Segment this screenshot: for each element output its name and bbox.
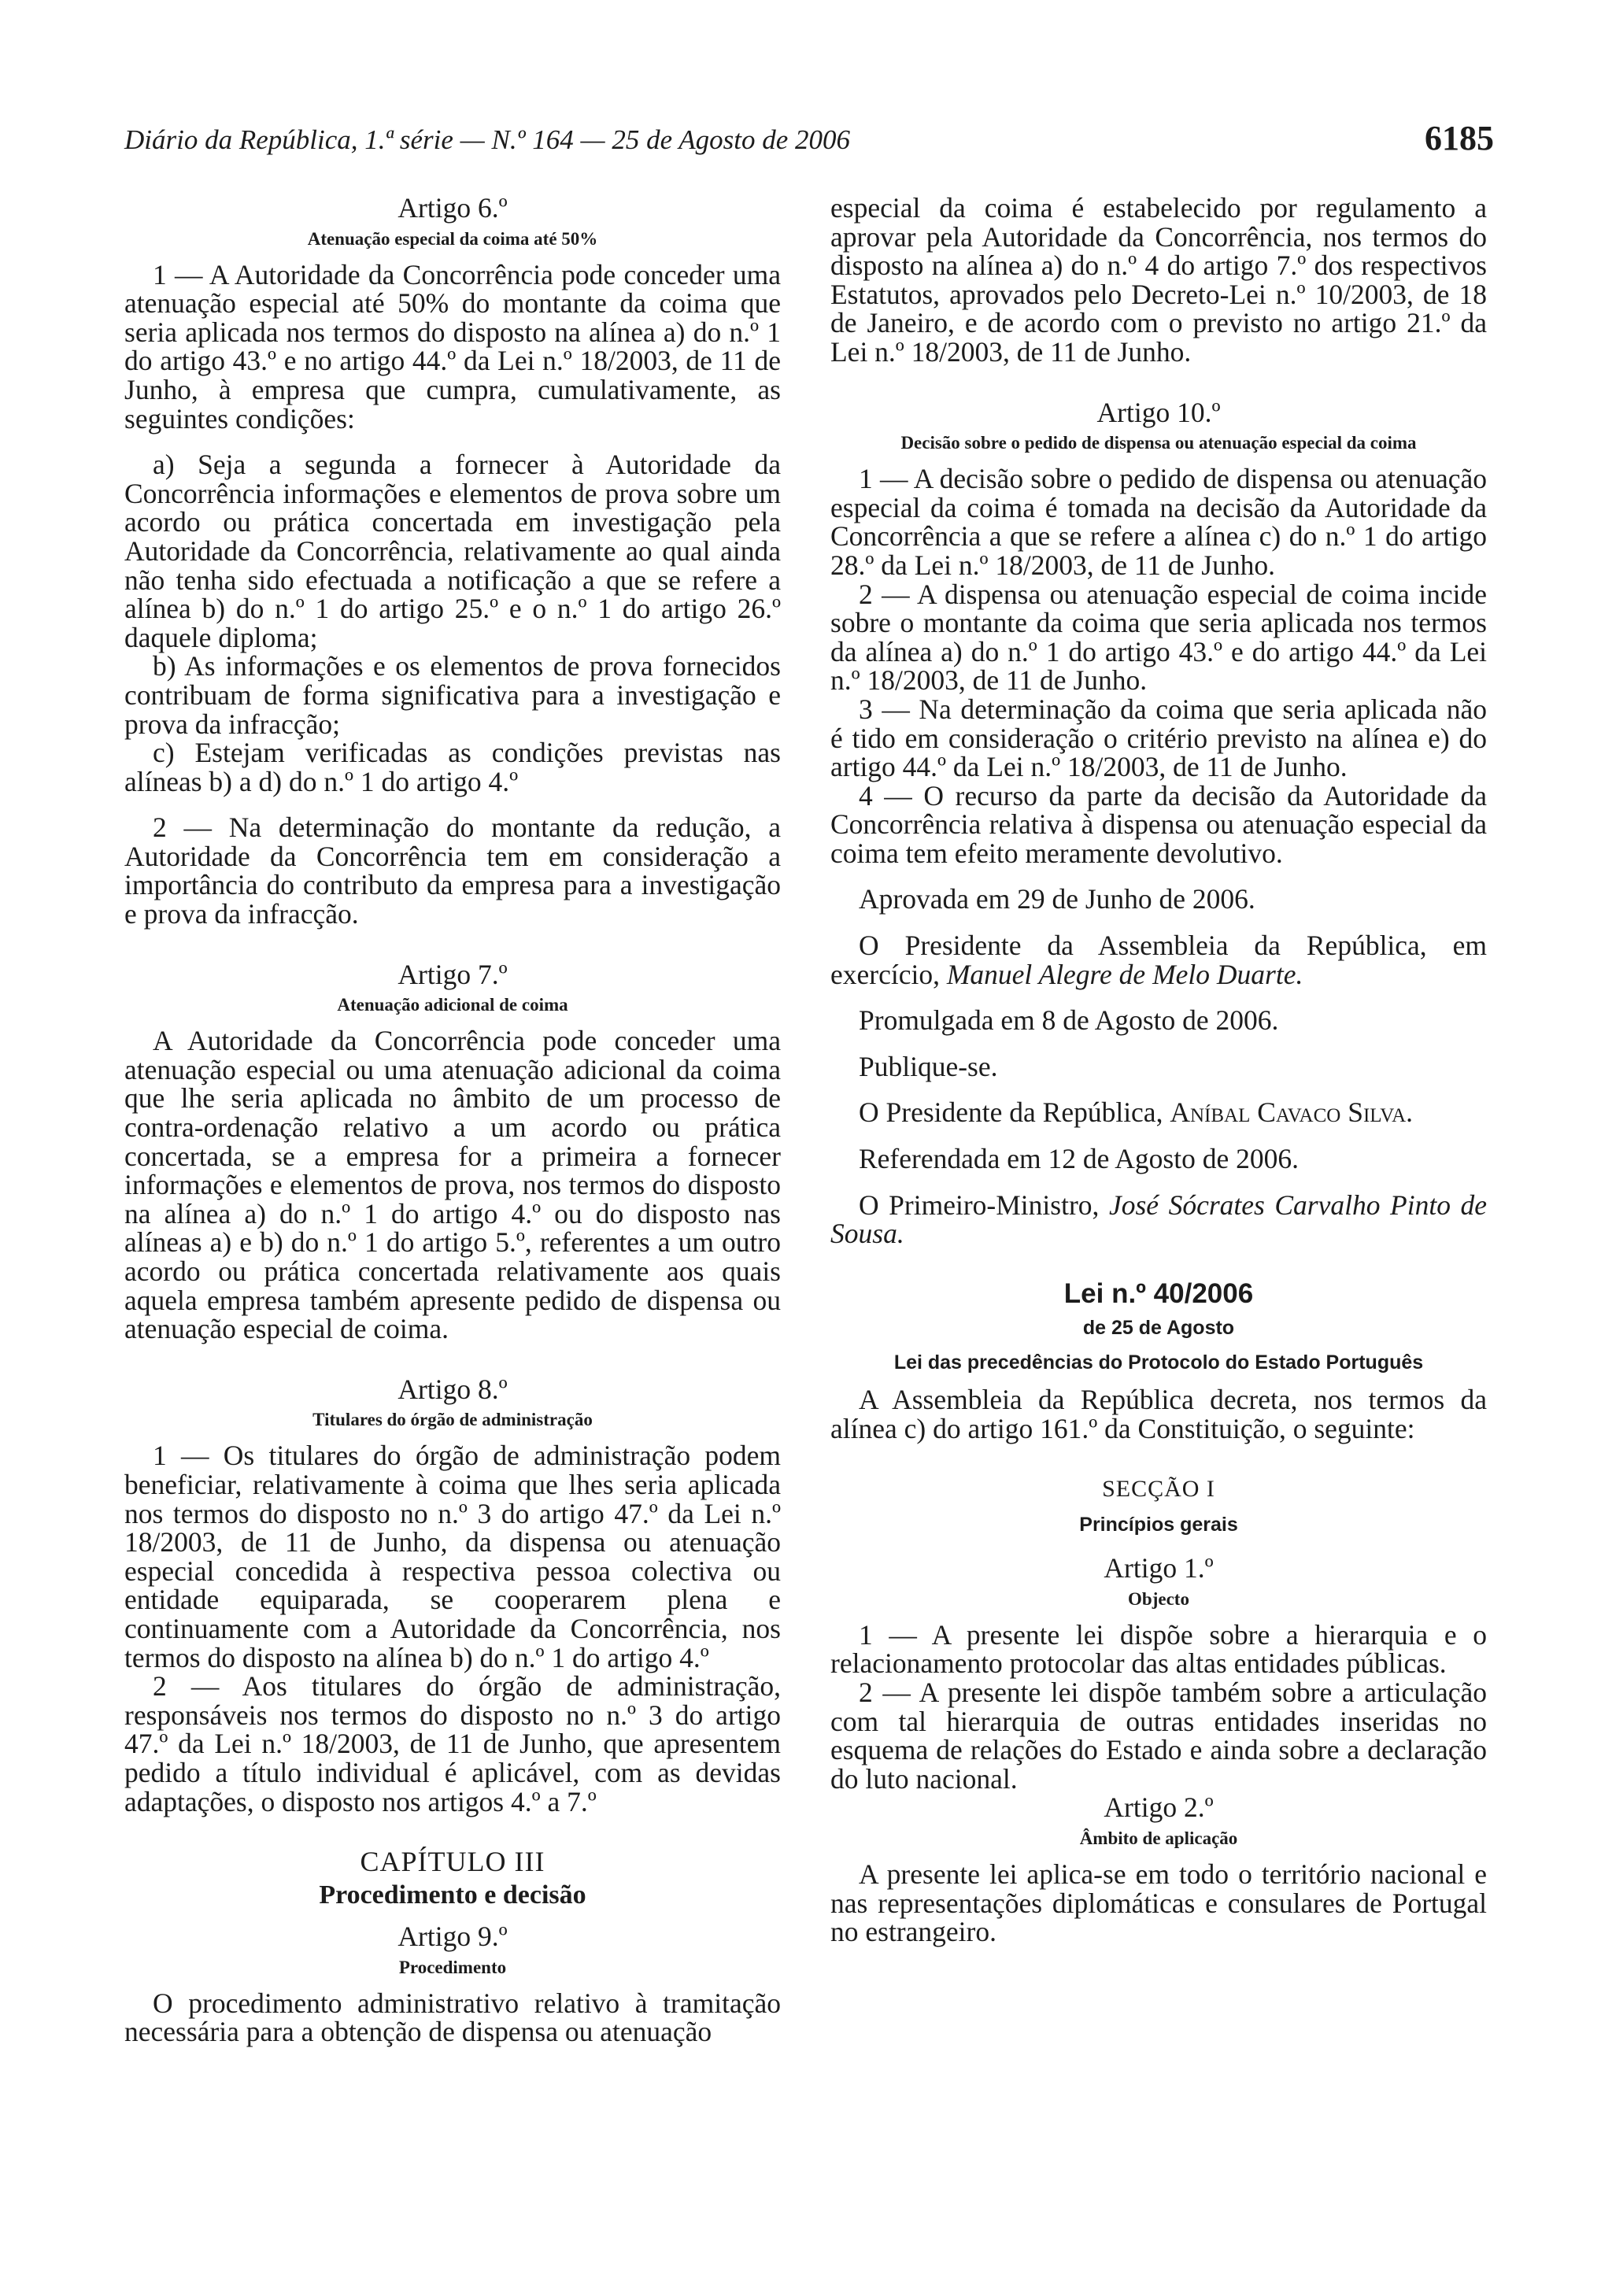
page-number: 6185 [1425, 119, 1494, 157]
article-9-continuation: especial da coima é estabelecido por regulamento a aprovar pela Autoridade da Concorrência, nos termos do disposto na alínea a) do n.º 4 do artigo 7.º dos respectivos Estatutos, aprovados pelo Decreto-Lei n.º 10/2003, de 18 de Janeiro, e de acordo com o previsto no artigo 21.º da Lei n.º 18/2003, de 11 de Junho. [830, 192, 1487, 368]
article-7-title: Artigo 7.º [397, 958, 508, 990]
law-title: Lei n.º 40/2006 [1063, 1277, 1254, 1309]
article-10-paragraph-4: 4 — O recurso da parte da decisão da Autoridade da Concorrência relativa à dispensa ou atenuação especial da coima tem efeito meramente devolutivo. [830, 779, 1487, 869]
law-date: de 25 de Agosto [1082, 1317, 1235, 1340]
section-subtitle: Princípios gerais [1079, 1514, 1238, 1536]
prime-minister-name: José Sócrates Carvalho Pinto de Sousa. [830, 1189, 1487, 1250]
publish-order: Publique-se. [859, 1050, 998, 1082]
law-article-1-paragraph-1: 1 — A presente lei dispõe sobre a hierarquia e o relacionamento protocolar das altas entidades públicas. [830, 1618, 1487, 1680]
promulgation-date: Promulgada em 8 de Agosto de 2006. [859, 1004, 1279, 1037]
law-article-2-paragraph-1: A presente lei aplica-se em todo o território nacional e nas representações diplomáticas e consulares de Portugal no estrangeiro. [830, 1858, 1487, 1948]
prime-minister-signature: O Primeiro-Ministro, José Sócrates Carvalho Pinto de Sousa. [830, 1189, 1487, 1250]
assembly-president-signature: O Presidente da Assembleia da República, em exercício, Manuel Alegre de Melo Duarte. [830, 930, 1487, 990]
article-10-title: Artigo 10.º [1096, 396, 1221, 428]
article-10-paragraph-2: 2 — A dispensa ou atenuação especial de coima incide sobre o montante da coima que seria aplicada nos termos da alínea a) do n.º 1 do artigo 43.º e do artigo 44.º da Lei n.º 18/2003, de 11 de Junho. [830, 578, 1487, 697]
article-6-paragraph-2: 2 — Na determinação do montante da redução, a Autoridade da Concorrência tem em consideração a importância do contributo da empresa para a investigação e prova da infracção. [124, 812, 781, 930]
section-title: SECÇÃO I [1102, 1475, 1215, 1502]
approval-date: Aprovada em 29 de Junho de 2006. [859, 883, 1255, 915]
article-6-paragraph-1: 1 — A Autoridade da Concorrência pode conceder uma atenuação especial até 50% do montante da coima que seria aplicada nos termos do disposto na alínea a) do n.º 1 do artigo 43.º e no artigo 44.º da Lei n.º 18/2003, de 11 de Junho, à empresa que cumpra, cumulativamente, as seguintes condições: [124, 258, 781, 434]
right-column [830, 194, 1487, 1947]
article-7-epigraph: Atenuação adicional de coima [337, 995, 568, 1015]
left-column [124, 194, 781, 2046]
article-8-title: Artigo 8.º [397, 1373, 508, 1405]
assembly-president-name: Manuel Alegre de Melo Duarte. [946, 958, 1303, 990]
law-article-1-title: Artigo 1.º [1104, 1552, 1214, 1584]
law-article-1-paragraph-2: 2 — A presente lei dispõe também sobre a articulação com tal hierarquia de outras entidades inseridas no esquema de relações do Estado e ainda sobre a declaração do luto nacional. [830, 1676, 1487, 1795]
article-9-title: Artigo 9.º [397, 1921, 508, 1953]
article-8-paragraph-1: 1 — Os titulares do órgão de administração podem beneficiar, relativamente à coima que lhes seria aplicada nos termos do disposto no n.º 3 do artigo 47.º da Lei n.º 18/2003, de 11 de Junho, da dispensa ou atenuação especial concedida à respectiva pessoa colectiva ou entidade equiparada, se cooperarem plena e continuamente com a Autoridade da Concorrência, nos termos do disposto na alínea b) do n.º 1 do artigo 4.º [124, 1440, 781, 1673]
law-article-2-title: Artigo 2.º [1104, 1791, 1214, 1824]
republic-president-signature: O Presidente da República, Aníbal Cavaco Silva. [859, 1096, 1414, 1129]
article-8-epigraph: Titulares do órgão de administração [312, 1410, 593, 1430]
article-10-epigraph: Decisão sobre o pedido de dispensa ou atenuação especial da coima [900, 433, 1417, 453]
article-6-item-b: b) As informações e os elementos de prova fornecidos contribuam de forma significativa para a investigação e prova da infracção; [124, 650, 781, 740]
law-article-2-epigraph: Âmbito de aplicação [1079, 1828, 1238, 1848]
article-10-paragraph-1: 1 — A decisão sobre o pedido de dispensa ou atenuação especial da coima é tomada na decisão da Autoridade da Concorrência a que se refere a alínea c) do n.º 1 do artigo 28.º da Lei n.º 18/2003, de 11 de Junho. [830, 463, 1487, 581]
chapter-title: CAPÍTULO III [360, 1846, 545, 1878]
article-9-epigraph: Procedimento [398, 1957, 507, 1977]
law-intro: A Assembleia da República decreta, nos termos da alínea c) do artigo 161.º da Constituição, o seguinte: [830, 1384, 1487, 1444]
journal-title: Diário da República, 1.ª série — N.º 164 — 25 de Agosto de 2006 [124, 124, 851, 155]
article-6-item-a: a) Seja a segunda a fornecer à Autoridade da Concorrência informações e elementos de prova sobre um acordo ou prática concertada em investigação pela Autoridade da Concorrência, relativamente ao qual ainda não tenha sido efectuada a notificação a que se refere a alínea b) do n.º 1 do artigo 25.º e o n.º 1 do artigo 26.º daquele diploma; [124, 449, 781, 653]
article-6-item-c: c) Estejam verificadas as condições previstas nas alíneas b) a d) do n.º 1 do artigo 4.º [124, 737, 781, 797]
page-header [124, 118, 1494, 162]
article-6-title: Artigo 6.º [397, 192, 508, 224]
article-10-paragraph-3: 3 — Na determinação da coima que seria aplicada não é tido em consideração o critério previsto na alínea e) do artigo 44.º da Lei n.º 18/2003, de 11 de Junho. [830, 693, 1487, 783]
article-9-paragraph-1: O procedimento administrativo relativo à tramitação necessária para a obtenção de dispensa ou atenuação [124, 1987, 781, 2048]
chapter-subtitle: Procedimento e decisão [319, 1880, 586, 1910]
article-6-epigraph: Atenuação especial da coima até 50% [307, 228, 598, 249]
law-subject: Lei das precedências do Protocolo do Estado Português [893, 1351, 1424, 1374]
article-8-paragraph-2: 2 — Aos titulares do órgão de administração, responsáveis nos termos do disposto no n.º 3 do artigo 47.º da Lei n.º 18/2003, de 11 de Junho, que apresentem pedido a título individual é aplicável, com as devidas adaptações, o disposto nos artigos 4.º a 7.º [124, 1670, 781, 1817]
referendum-date: Referendada em 12 de Agosto de 2006. [859, 1143, 1299, 1175]
law-article-1-epigraph: Objecto [1128, 1588, 1189, 1609]
republic-president-name: Aníbal Cavaco Silva. [1170, 1096, 1414, 1129]
article-7-paragraph-1: A Autoridade da Concorrência pode conceder uma atenuação especial ou uma atenuação adicional da coima que lhe seria aplicada no âmbito de um processo de contra-ordenação relativo a um acordo ou prática concertada, se a empresa for a primeira a fornecer informações e elementos de prova, nos termos do disposto na alínea a) do n.º 1 do artigo 4.º ou do disposto nas alíneas a) e b) do n.º 1 do artigo 5.º, referentes a um outro acordo ou prática concertada relativamente aos quais aquela empresa também apresente pedido de dispensa ou atenuação especial de coima. [124, 1025, 781, 1345]
